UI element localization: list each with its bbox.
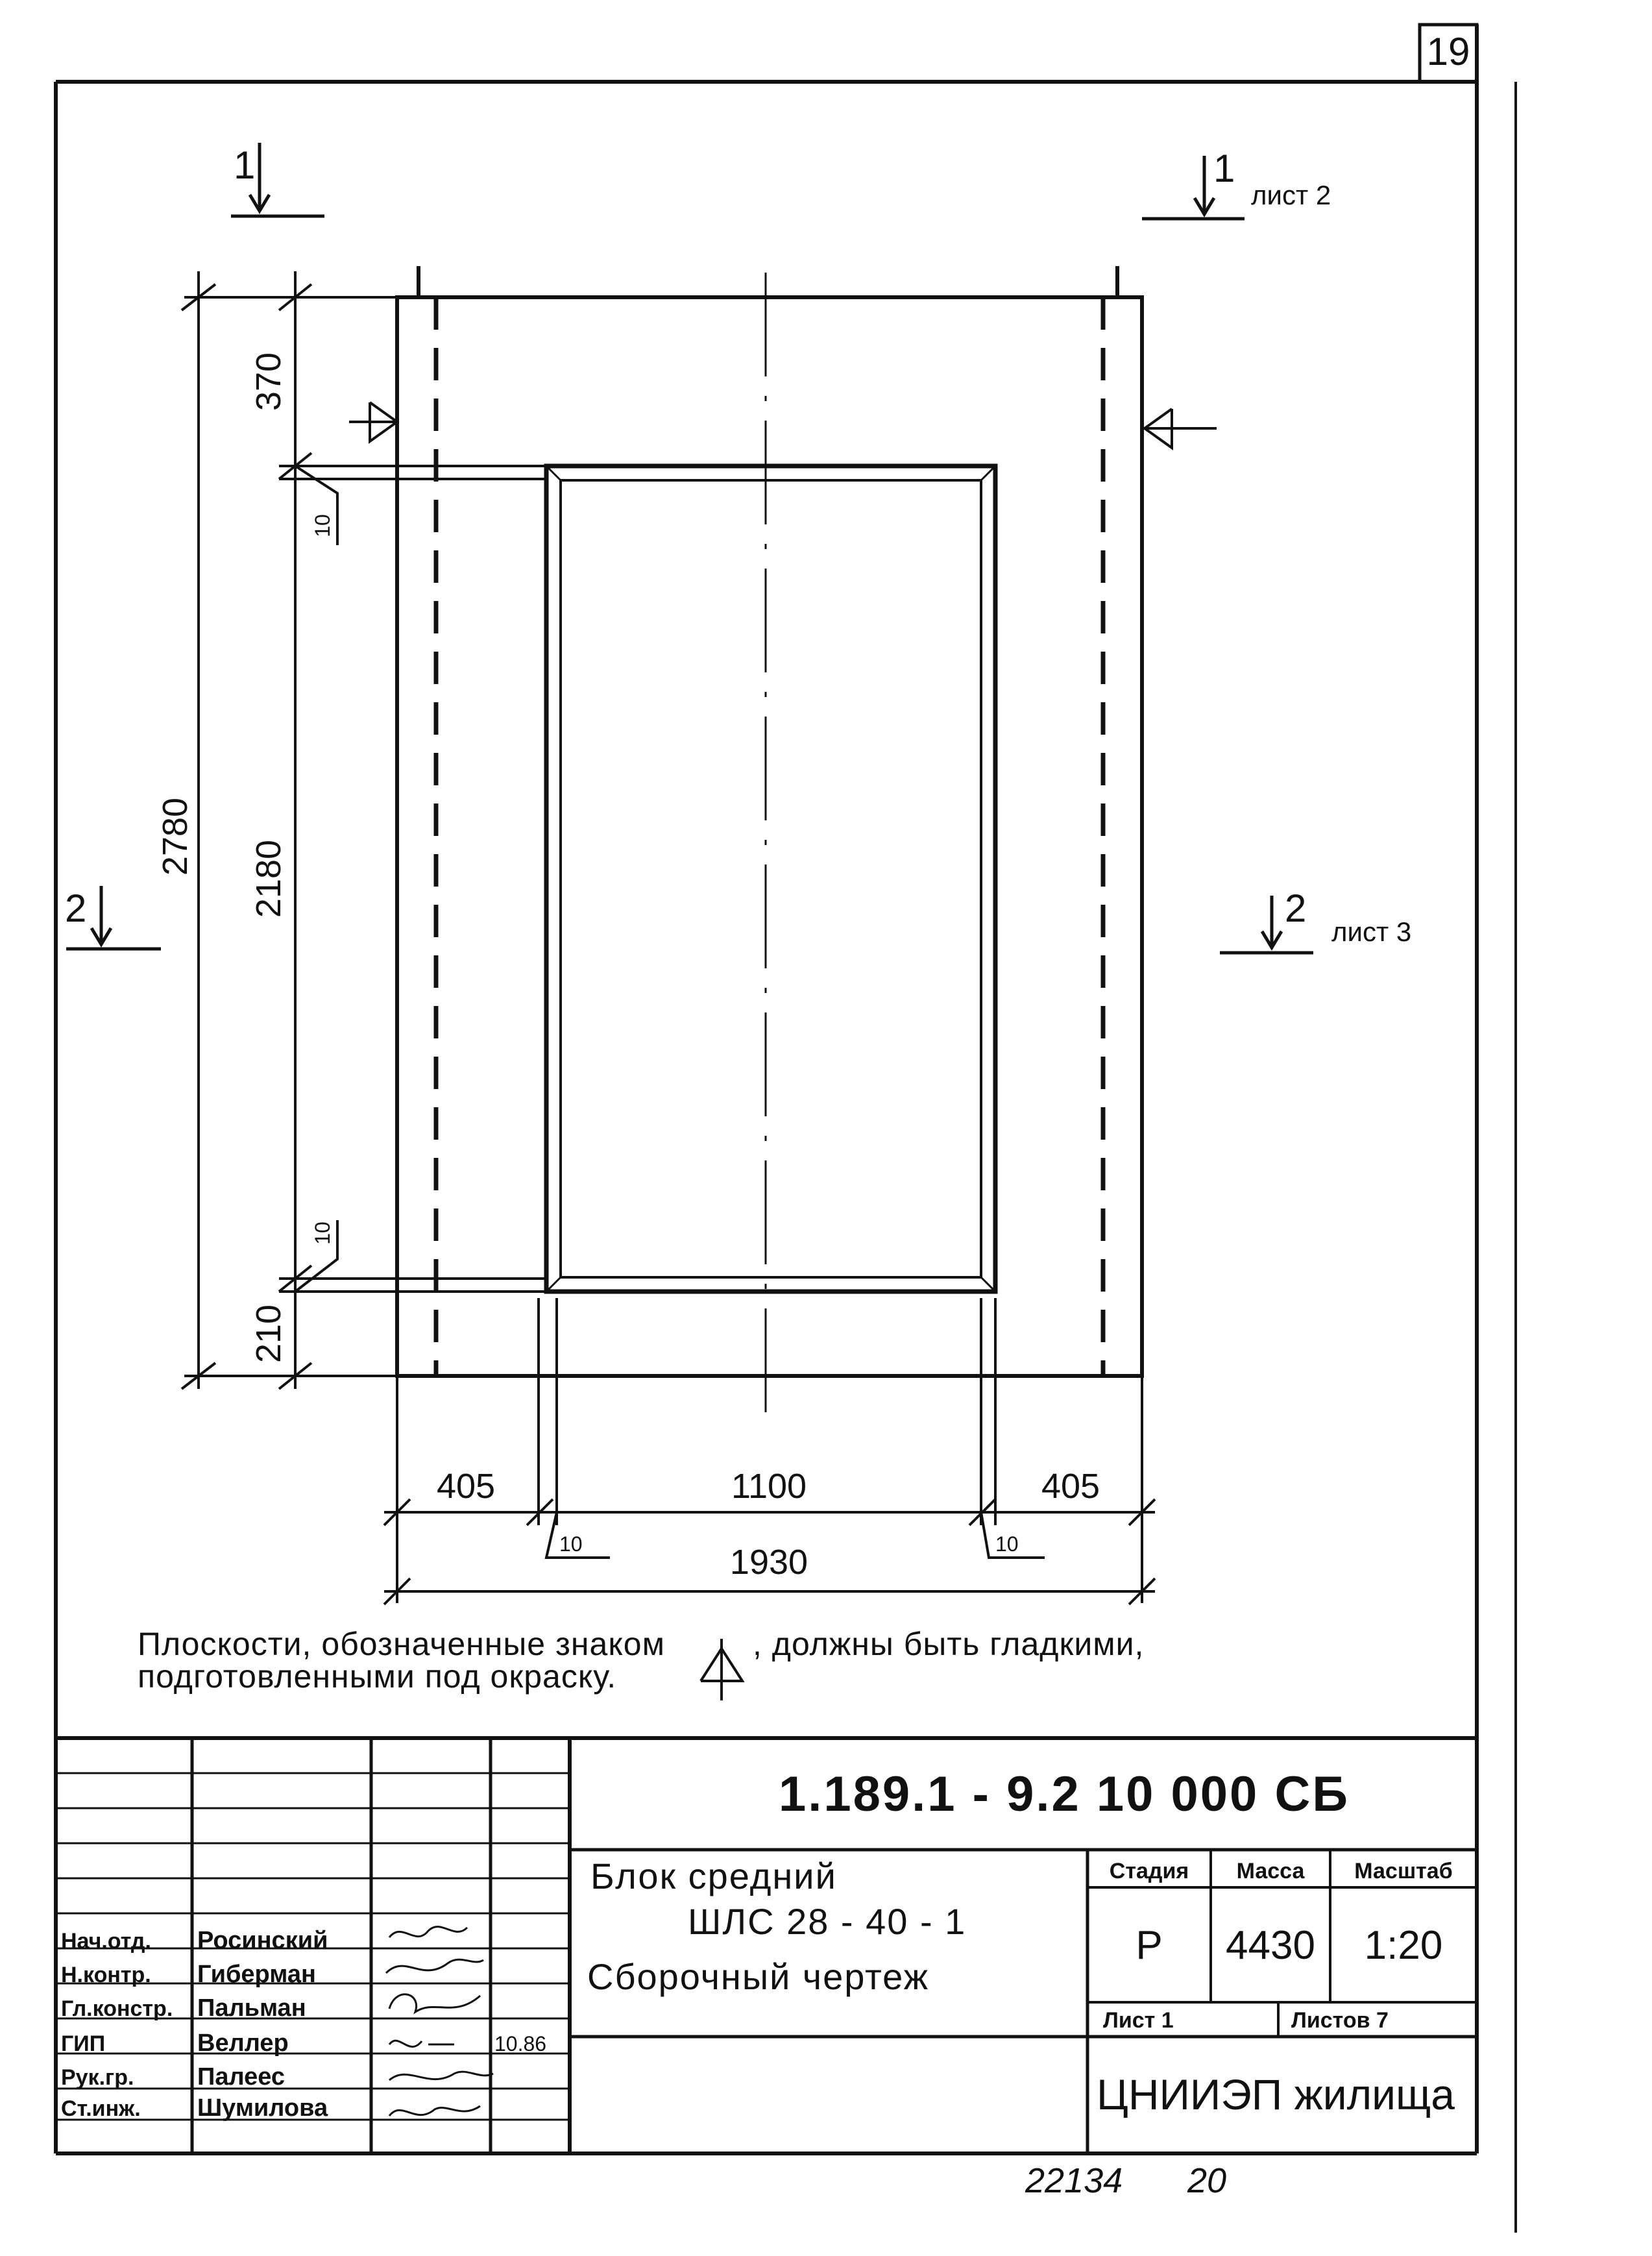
note-line-1a: Плоскости, обозначенные знаком	[138, 1626, 665, 1662]
sig-role-3: Гл.констр.	[61, 1996, 173, 2021]
section-2-right-label: 2	[1285, 887, 1307, 930]
sig-name-5: Палеес	[197, 2063, 285, 2090]
dim-center: 1100	[731, 1467, 807, 1506]
footer-page-number: 20	[1187, 2161, 1227, 2200]
hidden-lines	[436, 297, 1103, 1376]
window-opening	[546, 466, 995, 1292]
sig-name-4: Веллер	[197, 2029, 289, 2057]
sheets-label: Листов 7	[1291, 2008, 1389, 2033]
surface-marker-right	[1142, 409, 1217, 448]
section-2-left-label: 2	[65, 887, 87, 930]
document-code: 1.189.1 - 9.2 10 000 СБ	[779, 1767, 1350, 1822]
dim-right-chamfer: 10	[995, 1532, 1019, 1556]
sig-role-5: Рук.гр.	[61, 2065, 134, 2090]
sig-name-2: Гиберман	[197, 1961, 316, 1988]
dim-bottom: 210	[249, 1304, 288, 1364]
organization: ЦНИИЭП жилища	[1097, 2070, 1455, 2118]
signature-scribbles	[386, 1927, 493, 2116]
sheet-label: Лист 1	[1103, 2008, 1174, 2033]
section-1-right-label: 1	[1213, 147, 1235, 190]
dim-middle: 2180	[249, 839, 288, 918]
sheet-number: 19	[1426, 30, 1470, 73]
sig-role-1: Нач.отд.	[61, 1929, 151, 1954]
sig-role-2: Н.контр.	[61, 1963, 151, 1987]
dim-left: 405	[436, 1467, 496, 1506]
section-2-right-sheet-ref: лист 3	[1331, 916, 1412, 947]
note-line-1b: , должны быть гладкими,	[753, 1626, 1145, 1662]
dim-bottom-chamfer: 10	[311, 1221, 334, 1245]
sig-role-4: ГИП	[61, 2031, 106, 2056]
smooth-surface-symbol	[701, 1639, 742, 1700]
mass-value: 4430	[1226, 1923, 1315, 1968]
section-1-left-label: 1	[234, 143, 256, 187]
block-outline	[397, 297, 1142, 1376]
stage-value: Р	[1136, 1923, 1163, 1968]
section-1-right-sheet-ref: лист 2	[1251, 180, 1331, 210]
vertical-dimensions	[182, 271, 546, 1389]
sig-date-4: 10.86	[494, 2032, 547, 2055]
sig-name-1: Росинский	[197, 1927, 328, 1954]
sig-name-3: Пальман	[197, 1994, 306, 2022]
sig-name-6: Шумилова	[197, 2094, 328, 2122]
title-line-2: ШЛС 28 - 40 - 1	[688, 1901, 967, 1942]
title-line-3: Сборочный чертеж	[587, 1956, 930, 1997]
note-line-2: подготовленными под окраску.	[138, 1658, 617, 1695]
sig-role-6: Ст.инж.	[61, 2096, 141, 2121]
title-line-1: Блок средний	[590, 1856, 837, 1896]
dim-left-chamfer: 10	[559, 1532, 583, 1556]
dim-top-chamfer: 10	[311, 514, 334, 537]
dim-overall-height: 2780	[156, 797, 195, 876]
surface-marker-left	[349, 402, 397, 441]
dim-right: 405	[1041, 1467, 1100, 1506]
dim-overall-width: 1930	[729, 1543, 808, 1582]
scale-header: Масштаб	[1354, 1859, 1453, 1883]
scale-value: 1:20	[1364, 1923, 1443, 1968]
dim-top: 370	[249, 352, 288, 411]
footer-inventory-number: 22134	[1025, 2161, 1123, 2200]
lifting-loops	[419, 266, 1117, 297]
stage-header: Стадия	[1109, 1859, 1189, 1883]
mass-header: Масса	[1236, 1859, 1305, 1883]
